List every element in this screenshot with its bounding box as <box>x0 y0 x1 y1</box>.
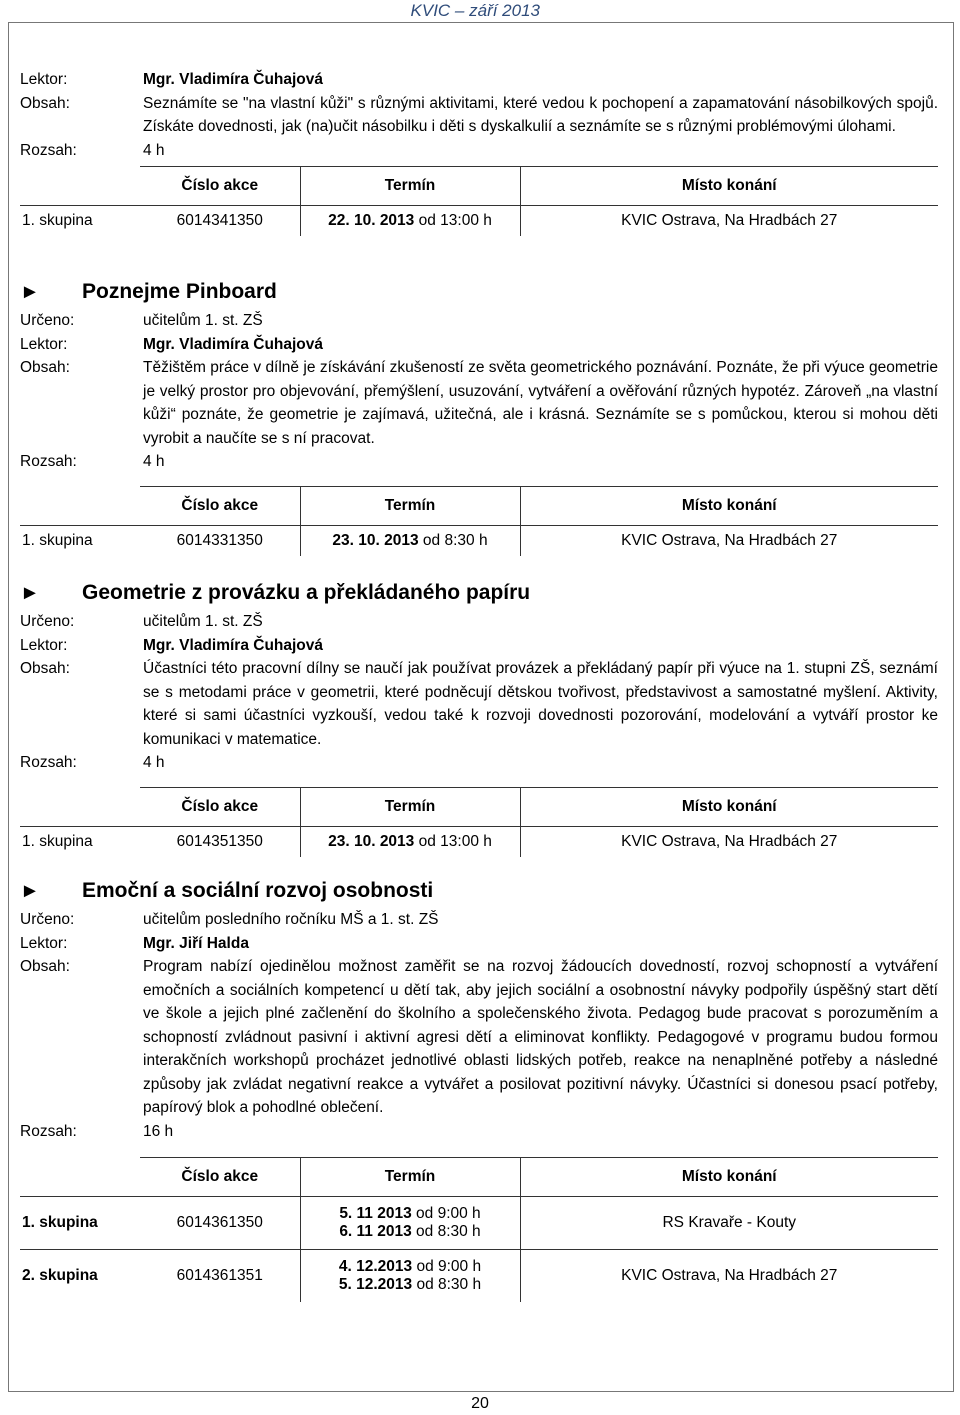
header-misto: Místo konání <box>520 486 938 525</box>
obsah-row <box>20 92 938 139</box>
obsah-label: Obsah: <box>20 359 70 376</box>
header-cislo: Číslo akce <box>140 1158 300 1197</box>
rozsah-label: Rozsah: <box>20 1122 77 1140</box>
termin-cell <box>300 1250 520 1303</box>
time-text: od 8:30 h <box>411 1223 481 1240</box>
section-title-text: Poznejme Pinboard <box>82 280 277 303</box>
schedule-table <box>20 486 938 556</box>
course-section-pinboard <box>20 275 938 556</box>
date-text: 4. 12.2013 <box>338 1258 413 1275</box>
termin-cell <box>300 826 520 857</box>
termin-line <box>301 1205 520 1223</box>
page-number: 20 <box>471 1395 489 1412</box>
group-cell: 1. skupina <box>20 826 140 857</box>
section-title <box>20 874 938 908</box>
rozsah-label: Rozsah: <box>20 141 77 159</box>
number-cell: 6014351350 <box>140 826 300 857</box>
place-cell: KVIC Ostrava, Na Hradbách 27 <box>520 525 938 556</box>
urceno-row <box>20 908 938 932</box>
obsah-value: Seznámíte se "na vlastní kůži" s různými aktivitami, které vedou k pochopení a zapamatování násobilkových spojů. Získáte dovednosti, jak (na)učit násobilku i děti s dyskalkulií a seznámíte se s různými problémovými úlohami. <box>143 94 938 135</box>
date-text: 5. 11 2013 <box>339 1205 412 1222</box>
rozsah-label: Rozsah: <box>20 453 77 470</box>
rozsah-row <box>20 751 938 775</box>
obsah-row <box>20 657 938 751</box>
header-cislo: Číslo akce <box>140 486 300 525</box>
course-section-geometry <box>20 576 938 857</box>
number-cell: 6014341350 <box>140 206 300 237</box>
termin-line <box>301 1223 520 1241</box>
place-cell: KVIC Ostrava, Na Hradbách 27 <box>520 206 938 237</box>
running-header: KVIC – září 2013 <box>410 1 540 20</box>
arrow-icon: ► <box>20 582 40 604</box>
obsah-row <box>20 356 938 450</box>
termin-cell <box>300 1197 520 1250</box>
obsah-value <box>143 356 938 450</box>
section-title <box>20 275 938 309</box>
time-text: od 13:00 h <box>414 212 492 229</box>
number-cell: 6014361350 <box>140 1197 300 1250</box>
lektor-row <box>20 932 938 956</box>
header-misto: Místo konání <box>520 787 938 826</box>
schedule-table <box>20 1157 938 1302</box>
urceno-value: učitelům 1. st. ZŠ <box>143 613 263 630</box>
header-cislo: Číslo akce <box>140 167 300 206</box>
lektor-label: Lektor: <box>20 335 68 353</box>
lektor-label: Lektor: <box>20 71 68 88</box>
section-title-text: Emoční a sociální rozvoj osobnosti <box>82 879 434 902</box>
schedule-header-row <box>20 787 938 826</box>
lektor-row <box>20 333 938 357</box>
urceno-label: Určeno: <box>20 613 75 630</box>
time-text: od 13:00 h <box>414 832 492 850</box>
rozsah-value: 4 h <box>143 754 165 771</box>
termin-cell <box>300 206 520 237</box>
urceno-label: Určeno: <box>20 911 75 928</box>
group-cell: 2. skupina <box>20 1250 140 1303</box>
group-cell: 1. skupina <box>20 1197 140 1250</box>
rozsah-value: 4 h <box>143 453 165 470</box>
schedule-header-row <box>20 167 938 206</box>
lektor-value: Mgr. Vladimíra Čuhajová <box>143 335 324 353</box>
obsah-label: Obsah: <box>20 660 70 677</box>
obsah-label: Obsah: <box>20 958 70 975</box>
header-termin: Termín <box>300 1158 520 1197</box>
lektor-value: Mgr. Jiří Halda <box>143 934 249 952</box>
time-text: od 9:00 h <box>412 1258 482 1275</box>
header-misto: Místo konání <box>520 167 938 206</box>
course-section-emotional <box>20 874 938 1302</box>
place-cell: KVIC Ostrava, Na Hradbách 27 <box>520 826 938 857</box>
lektor-label: Lektor: <box>20 934 68 952</box>
group-cell: 1. skupina <box>20 525 140 556</box>
header-cislo: Číslo akce <box>140 787 300 826</box>
schedule-table <box>20 787 938 857</box>
header-termin: Termín <box>300 787 520 826</box>
urceno-row <box>20 309 938 333</box>
urceno-value: učitelům posledního ročníku MŠ a 1. st. ZŠ <box>143 911 439 928</box>
table-row <box>20 1250 938 1303</box>
obsah-label: Obsah: <box>20 94 70 112</box>
place-cell: KVIC Ostrava, Na Hradbách 27 <box>520 1250 938 1303</box>
rozsah-row <box>20 139 938 163</box>
time-text: od 9:00 h <box>411 1205 481 1222</box>
obsah-value: Účastníci této pracovní dílny se naučí jak používat provázek a překládaný papír při výuce na 1. stupni ZŠ, seznámí se s metodami práce v geometrii, které podněcují dětskou tvořivost, představivost a samostatné myšlení. Aktivity, které si sami účastníci vyzkouší, vedou také k rozvoji dovednosti pozorování, modelování a vytváří prostor ke komunikaci v matematice. <box>143 660 938 748</box>
rozsah-label: Rozsah: <box>20 754 77 771</box>
arrow-icon: ► <box>20 281 40 303</box>
date-text: 5. 12.2013 <box>338 1276 413 1293</box>
schedule-header-row <box>20 1158 938 1197</box>
urceno-label: Určeno: <box>20 312 75 329</box>
group-cell: 1. skupina <box>20 206 140 237</box>
urceno-row <box>20 610 938 634</box>
section-title-text: Geometrie z provázku a překládaného papíru <box>82 581 531 604</box>
date-text: 23. 10. 2013 <box>328 832 415 850</box>
date-text: 22. 10. 2013 <box>328 212 415 229</box>
urceno-value: učitelům 1. st. ZŠ <box>143 312 263 329</box>
lektor-value: Mgr. Vladimíra Čuhajová <box>143 636 324 654</box>
time-text: od 8:30 h <box>418 531 488 549</box>
date-text: 23. 10. 2013 <box>332 531 419 549</box>
lektor-label: Lektor: <box>20 636 68 654</box>
obsah-text-part2: Poznáte, že při výuce geometrie je velký prostor pro objevování, přemýšlení, usuzování, vytváření a ověřování různých hypotéz. Zároveň „na vlastní kůži“ poznáte, že geometrie je zajímavá, užitečná, ale i krásná. Seznámíte se s pomůckou, kterou si mohou děti vyrobit a naučíte se s ní pracovat. <box>143 359 938 447</box>
schedule-header-row <box>20 486 938 525</box>
time-text: od 8:30 h <box>412 1276 482 1293</box>
course-section-multiplication <box>20 68 938 236</box>
table-row <box>20 826 938 857</box>
number-cell: 6014331350 <box>140 525 300 556</box>
rozsah-row <box>20 1120 938 1144</box>
obsah-text-part1: Těžištěm práce v dílně je získávání zkušeností ze světa geometrického poznávání. <box>143 359 713 376</box>
schedule-table <box>20 166 938 236</box>
lektor-row <box>20 634 938 658</box>
place-cell: RS Kravaře - Kouty <box>520 1197 938 1250</box>
header-termin: Termín <box>300 167 520 206</box>
header-termin: Termín <box>300 486 520 525</box>
table-row <box>20 206 938 237</box>
obsah-row <box>20 955 938 1120</box>
section-title <box>20 576 938 610</box>
lektor-value: Mgr. Vladimíra Čuhajová <box>143 71 324 88</box>
rozsah-value: 4 h <box>143 141 165 159</box>
termin-line <box>301 1258 520 1276</box>
header-misto: Místo konání <box>520 1158 938 1197</box>
termin-cell <box>300 525 520 556</box>
table-row <box>20 1197 938 1250</box>
number-cell: 6014361351 <box>140 1250 300 1303</box>
rozsah-row <box>20 450 938 474</box>
date-text: 6. 11 2013 <box>339 1223 412 1240</box>
rozsah-value: 16 h <box>143 1122 174 1140</box>
table-row <box>20 525 938 556</box>
obsah-value: Program nabízí ojedinělou možnost zaměřit se na rozvoj žádoucích dovedností, rozvoj schopností a vytváření emočních a sociálních kompetencí u dětí tak, aby jejich sociální a osobnostní návyky podpořily úspěšný start dětí ve škole a jejich plné začlenění do školního a společenského života. Pedagog bude pracovat s porozuměním a schopností zvládnout pasivní i aktivní agresi dětí a eliminovat konflikty. Pedagogové v programu budou formou interakčních workshopů procházet jednotlivé oblasti lidských potřeb, reakce na nenaplněné potřeby a následné způsoby jak zvládat negativní reakce a vytvářet a posilovat pozitivní návyky. Účastníci si donesou psací potřeby, papírový blok a pohodlné oblečení. <box>143 958 938 1116</box>
termin-line <box>301 1276 520 1294</box>
lektor-row <box>20 68 938 92</box>
arrow-icon: ► <box>20 880 40 902</box>
